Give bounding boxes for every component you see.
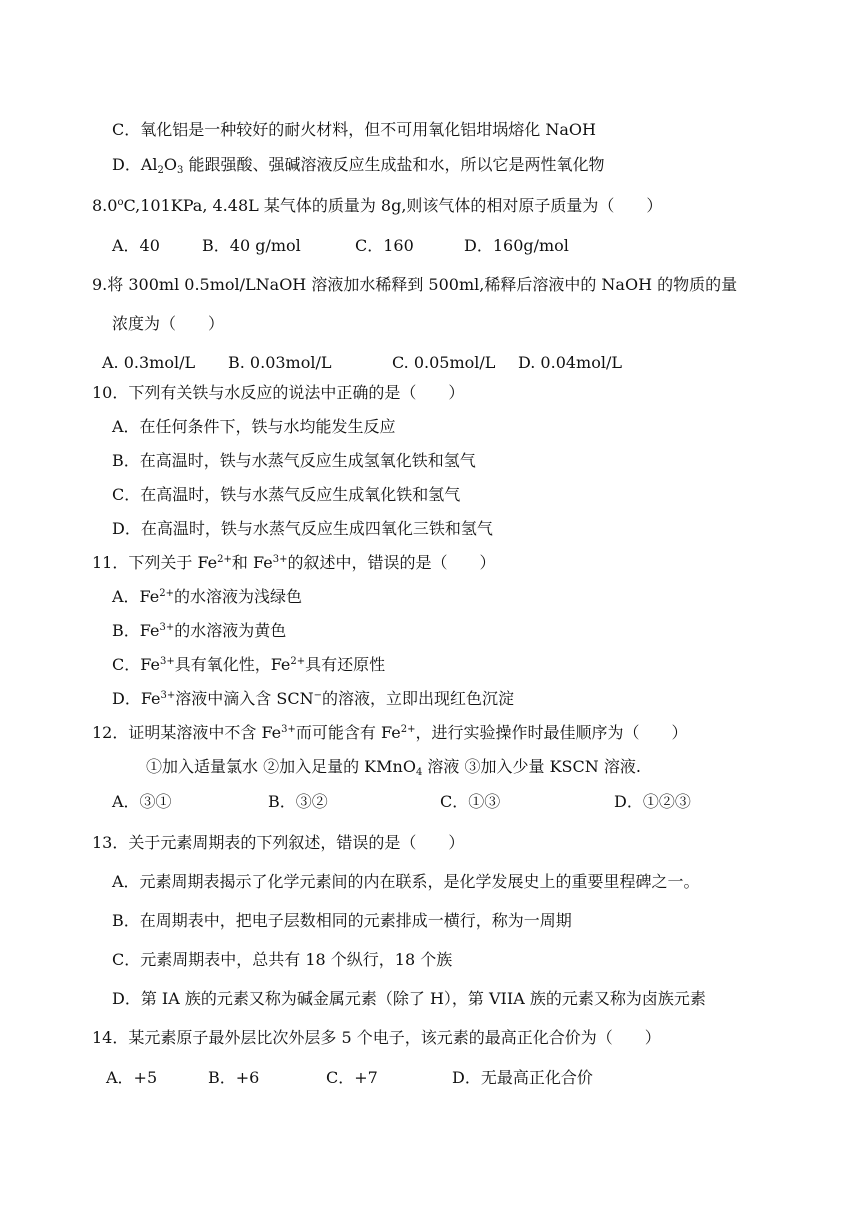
q11-option-c: C．$Fe^{3+}$具有氧化性，$Fe^{2+}$具有还原性 — [112, 655, 386, 674]
q14-option-a: A．+5 — [106, 1068, 158, 1087]
q7-option-c: C．氧化铝是一种较好的耐火材料，但不可用氧化铝坩埚熔化 NaOH — [112, 120, 596, 139]
q12-option-a: A．③① — [112, 792, 172, 811]
q13-option-a: A．元素周期表揭示了化学元素间的内在联系，是化学发展史上的重要里程碑之一。 — [112, 872, 700, 891]
q10-stem: 10．下列有关铁与水反应的说法中正确的是（ ） — [92, 383, 465, 402]
q14-option-c: C．+7 — [326, 1068, 378, 1087]
q9-option-d: D. 0.04mol/L — [518, 353, 622, 372]
q14-option-b: B．+6 — [208, 1068, 260, 1087]
q11-option-a: A．$Fe^{2+}$的水溶液为浅绿色 — [112, 587, 303, 606]
q8-option-d: D．160g/mol — [464, 236, 569, 255]
q12-option-b: B．③② — [268, 792, 328, 811]
q9-option-b: B. 0.03mol/L — [228, 353, 332, 372]
q10-option-a: A．在任何条件下，铁与水均能发生反应 — [112, 417, 396, 436]
q10-option-b: B．在高温时，铁与水蒸气反应生成氢氧化铁和氢气 — [112, 451, 476, 470]
q13-option-b: B．在周期表中，把电子层数相同的元素排成一横行，称为一周期 — [112, 911, 572, 930]
q9-option-c: C. 0.05mol/L — [392, 353, 496, 372]
q14-stem: 14．某元素原子最外层比次外层多 5 个电子，该元素的最高正化合价为（ ） — [92, 1028, 661, 1047]
q7-option-d: D．$Al_2O_3$ 能跟强酸、强碱溶液反应生成盐和水，所以它是两性氧化物 — [112, 155, 605, 176]
q13-option-d: D．第 IA 族的元素又称为碱金属元素（除了 H），第 VIIA 族的元素又称为卤族元素 — [112, 989, 706, 1008]
q12-options — [112, 792, 812, 812]
q8-option-c: C．160 — [355, 236, 414, 255]
q10-option-d: D．在高温时，铁与水蒸气反应生成四氧化三铁和氢气 — [112, 519, 493, 538]
q13-stem: 13．关于元素周期表的下列叙述，错误的是（ ） — [92, 833, 465, 852]
q12-option-c: C．①③ — [440, 792, 501, 811]
q11-option-d: D．$Fe^{3+}$溶液中滴入含 SCN−的溶液，立即出现红色沉淀 — [112, 689, 514, 708]
q8-option-a: A．40 — [112, 236, 160, 255]
q8-option-b: B．40 g/mol — [202, 236, 301, 255]
q11-option-b: B．$Fe^{3+}$的水溶液为黄色 — [112, 621, 287, 640]
q14-options — [106, 1068, 806, 1088]
q9-stem-line1: 9.将 300ml 0.5mol/LNaOH 溶液加水稀释到 500ml,稀释后溶液中的 NaOH 的物质的量 — [92, 275, 738, 294]
q8-options — [112, 236, 812, 256]
q11-stem: 11．下列关于 $Fe^{2+}$和 $Fe^{3+}$的叙述中，错误的是（ ） — [92, 553, 496, 572]
q12-stem: 12．证明某溶液中不含 $Fe^{3+}$而可能含有 $Fe^{2+}$，进行实验操作时最佳顺序为（ ） — [92, 723, 688, 742]
q10-option-c: C．在高温时，铁与水蒸气反应生成氧化铁和氢气 — [112, 485, 461, 504]
q9-stem-line2: 浓度为（ ） — [112, 314, 225, 333]
q14-option-d: D．无最高正化合价 — [452, 1068, 593, 1087]
q12-option-d: D．①②③ — [614, 792, 691, 811]
q9-options — [102, 353, 802, 373]
q13-option-c: C．元素周期表中，总共有 18 个纵行，18 个族 — [112, 950, 453, 969]
q8-stem: 8.0$^o$C,101KPa, 4.48L 某气体的质量为 8g,则该气体的相对原子质量为（ ） — [92, 196, 663, 215]
q9-option-a: A. 0.3mol/L — [102, 353, 196, 372]
q12-steps: ①加入适量氯水 ②加入足量的 KMnO$_4$ 溶液 ③加入少量 KSCN 溶液. — [146, 757, 641, 778]
